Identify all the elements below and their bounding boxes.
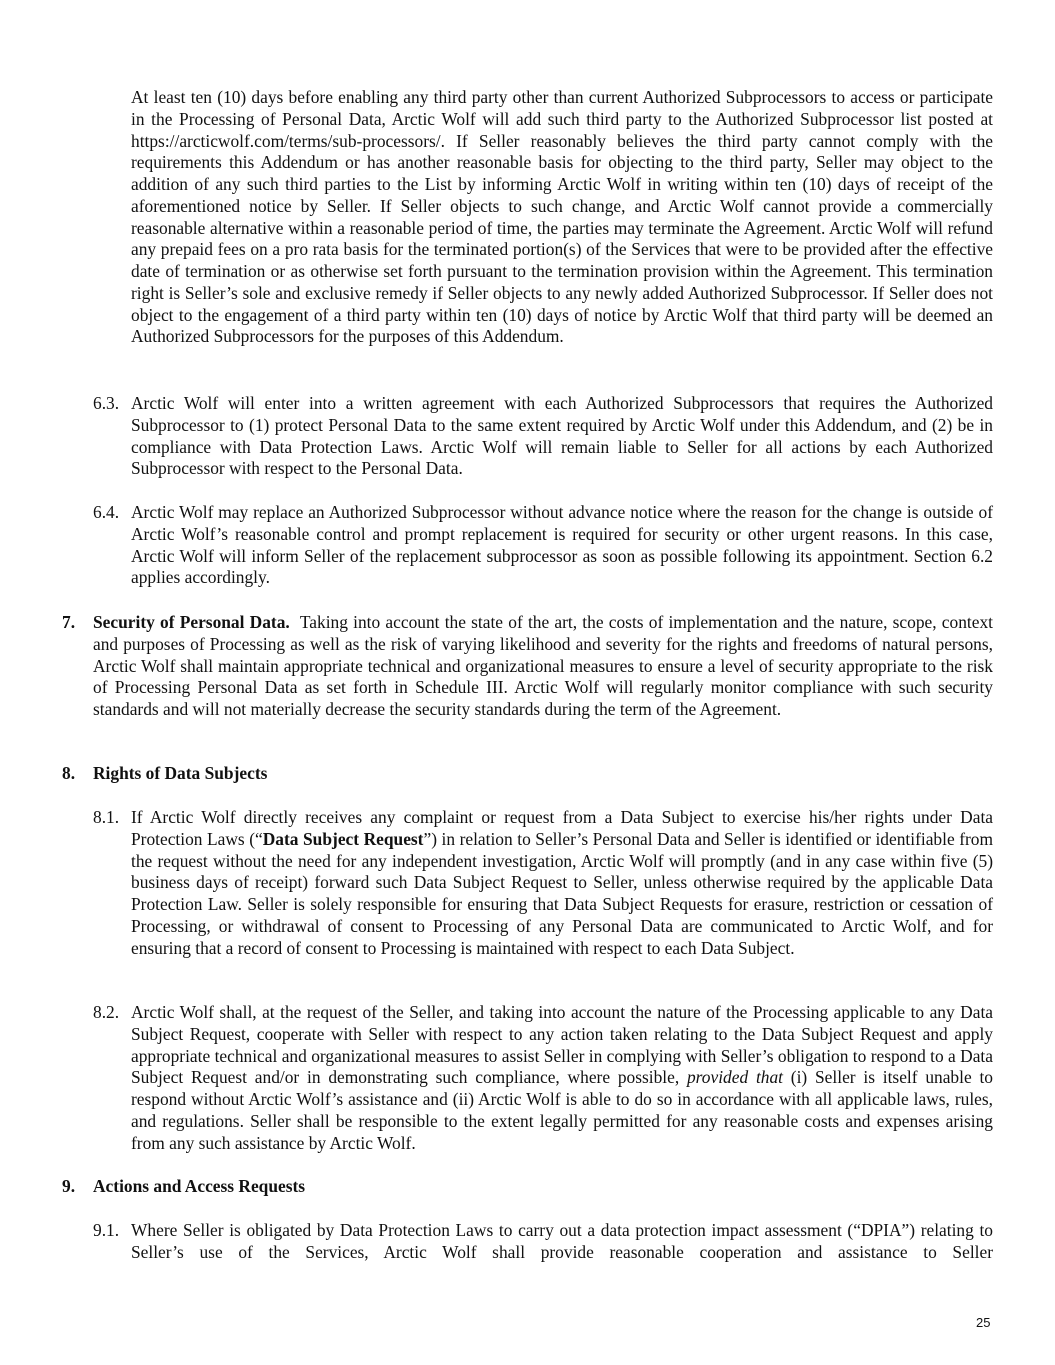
section-9-heading: [62, 1176, 993, 1198]
section-title: Security of Personal Data.: [93, 612, 290, 632]
clause-number: 9.1.: [93, 1220, 120, 1240]
clause-6-4: [93, 502, 993, 589]
section-8-heading: [62, 763, 993, 785]
section-title: Actions and Access Requests: [93, 1176, 306, 1196]
clause-9-1: [93, 1220, 993, 1264]
section-7: [62, 612, 998, 721]
clause-6-3: [93, 393, 993, 480]
section-number: 9.: [62, 1176, 76, 1196]
clause-text: ”) in relation to Seller’s Personal Data and Seller is identified or identifiable from the request without the need for any independent investigation, Arctic Wolf will promptly (and in any case within five (5) business days of receipt) forward such Data Subject Request to Seller, unless otherwise required by the applicable Data Protection Law. Seller is solely responsible for ensuring that Data Subject Requests for erasure, restriction or cessation of Processing, or withdrawal of consent to Processing of any Personal Data are communicated to Arctic Wolf, and for ensuring that a record of consent to Processing is maintained with respect to each Data Subject.: [131, 828, 994, 958]
clause-text: If Arctic Wolf directly receives any complaint or request from a Data Subject to exercise his/her rights under Data Protection Laws (“: [131, 807, 993, 849]
section-title: Rights of Data Subjects: [93, 763, 268, 783]
clause-8-1: [93, 807, 993, 959]
clause-text: Where Seller is obligated by Data Protection Laws to carry out a data protection impact assessment (“DPIA”) relating to Seller’s use of the Services, Arctic Wolf shall provide reasonable cooperation and assistance to Seller: [131, 1220, 993, 1262]
clause-number: 6.4.: [93, 502, 120, 522]
clause-number: 8.1.: [93, 807, 120, 827]
defined-term: Data Subject Request: [262, 828, 424, 849]
section-number: 8.: [62, 763, 76, 783]
clause-text: (i) Seller is itself unable to respond without Arctic Wolf’s assistance and (ii) Arctic Wolf is able to do so in accordance with all applicable laws, rules, and regulations. Seller shall be responsible to the extent legally permitted for any reasonable costs and expenses arising from any such assistance by Arctic Wolf.: [131, 1067, 994, 1153]
page-number: 25: [976, 1315, 991, 1330]
clause-number: 8.2.: [93, 1002, 120, 1022]
clause-8-2: [93, 1002, 993, 1154]
section-number: 7.: [62, 612, 76, 632]
italic-term: provided that: [686, 1067, 784, 1088]
section-text: Taking into account the state of the art, the costs of implementation and the nature, scope, context and purposes of Processing as well as the risk of varying likelihood and severity for the rights and freedoms of natural persons, Arctic Wolf shall maintain appropriate technical and organizational measures to ensure a level of security appropriate to the risk of Processing Personal Data as set forth in Schedule III. Arctic Wolf will regularly monitor compliance with such security standards and will not materially decrease the security standards during the term of the Agreement.: [93, 612, 998, 719]
paragraph-6-2-continued: At least ten (10) days before enabling any third party other than current Authorized Subprocessors to access or participate in the Processing of Personal Data, Arctic Wolf will add such third party to the Authorized Subprocessor list posted at https://arcticwolf.com/terms/sub-processors/. If Seller reasonably believes the third party cannot comply with the requirements this Addendum or has another reasonable basis for objecting to the third party, Seller may object to the addition of any such third parties to the List by informing Arctic Wolf in writing within ten (10) days of receipt of the aforementioned notice by Seller. If Seller objects to such change, and Arctic Wolf cannot provide a commercially reasonable alternative within a reasonable period of time, the parties may terminate the Agreement. Arctic Wolf will refund any prepaid fees on a pro rata basis for the terminated portion(s) of the Services that were to be provided after the effective date of termination or as otherwise set forth pursuant to the termination provision within the Agreement. This termination right is Seller’s sole and exclusive remedy if Seller objects to any newly added Authorized Subprocessor. If Seller does not object to the engagement of a third party within ten (10) days of notice by Arctic Wolf that third party will be deemed an Authorized Subprocessors for the purposes of this Addendum.: [131, 87, 993, 347]
clause-text: Arctic Wolf shall, at the request of the Seller, and taking into account the nature of the Processing applicable to any Data Subject Request, cooperate with Seller with respect to any action taken relating to the Data Subject Request and apply appropriate technical and organizational measures to assist Seller in complying with Seller’s obligation to respond to a Data Subject Request and/or in demonstrating such compliance, where possible,: [131, 1002, 993, 1088]
clause-text: Arctic Wolf will enter into a written agreement with each Authorized Subprocessors that requires the Authorized Subprocessor to (1) protect Personal Data to the same extent required by Arctic Wolf under this Addendum, and (2) be in compliance with Data Protection Laws. Arctic Wolf will remain liable to Seller for all actions by each Authorized Subprocessor with respect to the Personal Data.: [131, 393, 993, 479]
clause-number: 6.3.: [93, 393, 120, 413]
clause-text: Arctic Wolf may replace an Authorized Subprocessor without advance notice where the reason for the change is outside of Arctic Wolf’s reasonable control and prompt replacement is required for security or other urgent reasons. In this case, Arctic Wolf will inform Seller of the replacement subprocessor as soon as possible following its appointment. Section 6.2 applies accordingly.: [131, 502, 993, 588]
